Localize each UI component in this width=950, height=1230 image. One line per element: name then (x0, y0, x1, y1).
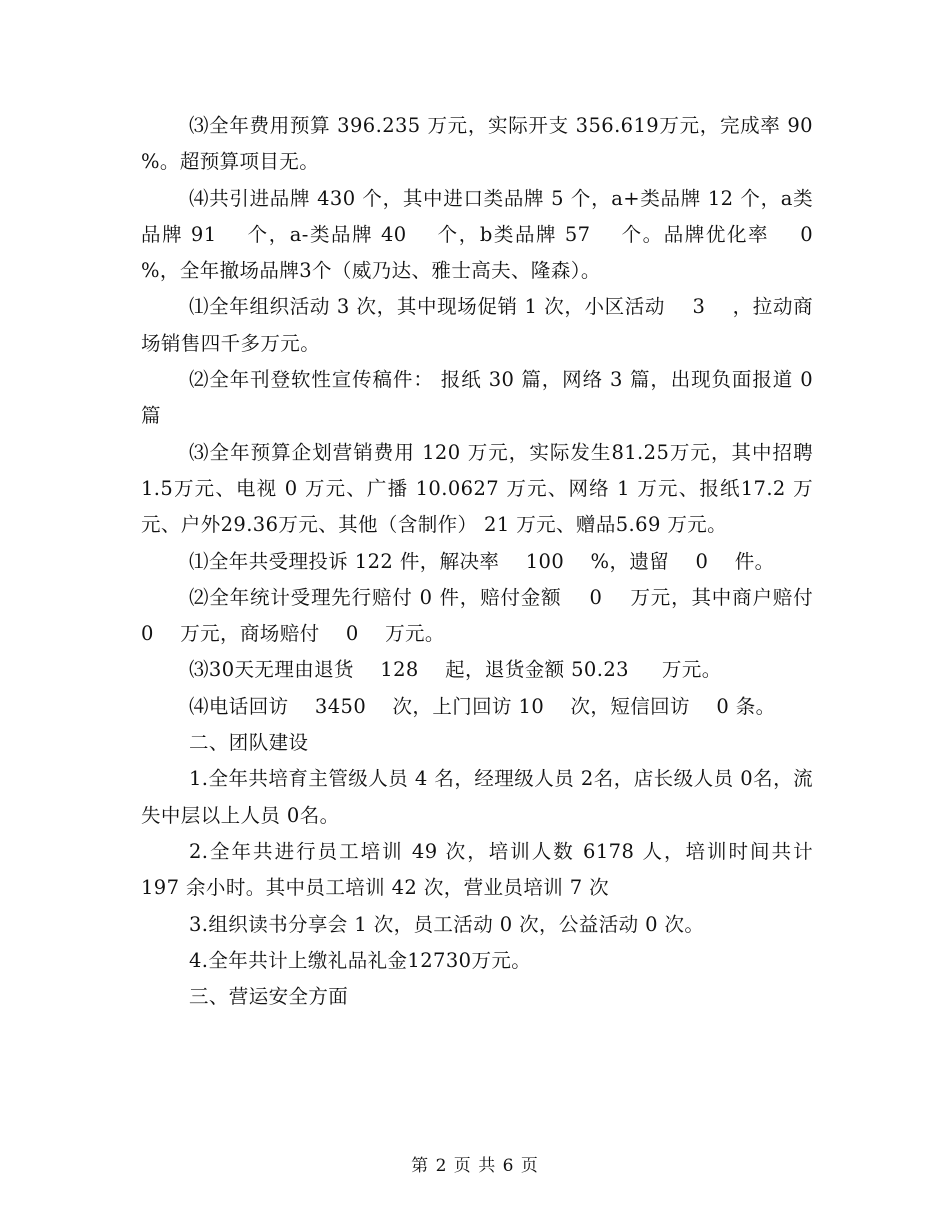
document-body (141, 108, 840, 1015)
heading-operations-safety: 三、营运安全方面 (189, 985, 349, 1009)
paragraph-complaints: ⑴全年共受理投诉 122 件，解决率 100 %，遗留 0 件。 (189, 549, 775, 573)
paragraph-marketing-cost: ⑶全年预算企划营销费用 120 万元，实际发生81.25万元，其中招聘 1.5万元、电视 0 万元、广播 10.0627 万元、网络 1 万元、报纸17.2 万元、户外29.36万元、其他（含制作） 21 万元、赠品5.69 万元。 (141, 440, 833, 537)
paragraph-staff-development: 1.全年共培育主管级人员 4 名，经理级人员 2名，店长级人员 0名，流失中层以上人员 0名。 (141, 767, 813, 827)
paragraph-events: 3.组织读书分享会 1 次，员工活动 0 次，公益活动 0 次。 (189, 912, 705, 936)
paragraph-brands: ⑷共引进品牌 430 个，其中进口类品牌 5 个，a+类品牌 12 个，a类品牌 91 个，a-类品牌 40 个，b类品牌 57 个。品牌优化率 0 %，全年撤场品牌3个（威乃达、雅士高夫、隆森）。 (141, 186, 840, 283)
paragraph-budget: ⑶全年费用预算 396.235 万元，实际开支 356.619万元，完成率 90 %。超预算项目无。 (141, 114, 820, 174)
paragraph-activities: ⑴全年组织活动 3 次，其中现场促销 1 次，小区活动 3 ，拉动商场销售四千多万元。 (141, 295, 813, 355)
paragraph-follow-up: ⑷电话回访 3450 次，上门回访 10 次，短信回访 0 条。 (189, 694, 776, 718)
page-number-footer: 第 2 页 共 6 页 (411, 1156, 539, 1176)
paragraph-compensation: ⑵全年统计受理先行赔付 0 件，赔付金额 0 万元，其中商户赔付 0 万元，商场赔付 0 万元。 (141, 585, 840, 646)
paragraph-training: 2.全年共进行员工培训 49 次，培训人数 6178 人，培训时间共计 197 余小时。其中员工培训 42 次，营业员培训 7 次 (141, 839, 820, 900)
heading-team-building: 二、团队建设 (189, 731, 309, 755)
paragraph-returns: ⑶30天无理由退货 128 起，退货金额 50.23 万元。 (189, 658, 722, 682)
paragraph-gifts: 4.全年共计上缴礼品礼金12730万元。 (189, 948, 532, 972)
paragraph-publicity: ⑵全年刊登软性宣传稿件： 报纸 30 篇，网络 3 篇，出现负面报道 0 篇 (141, 368, 820, 428)
